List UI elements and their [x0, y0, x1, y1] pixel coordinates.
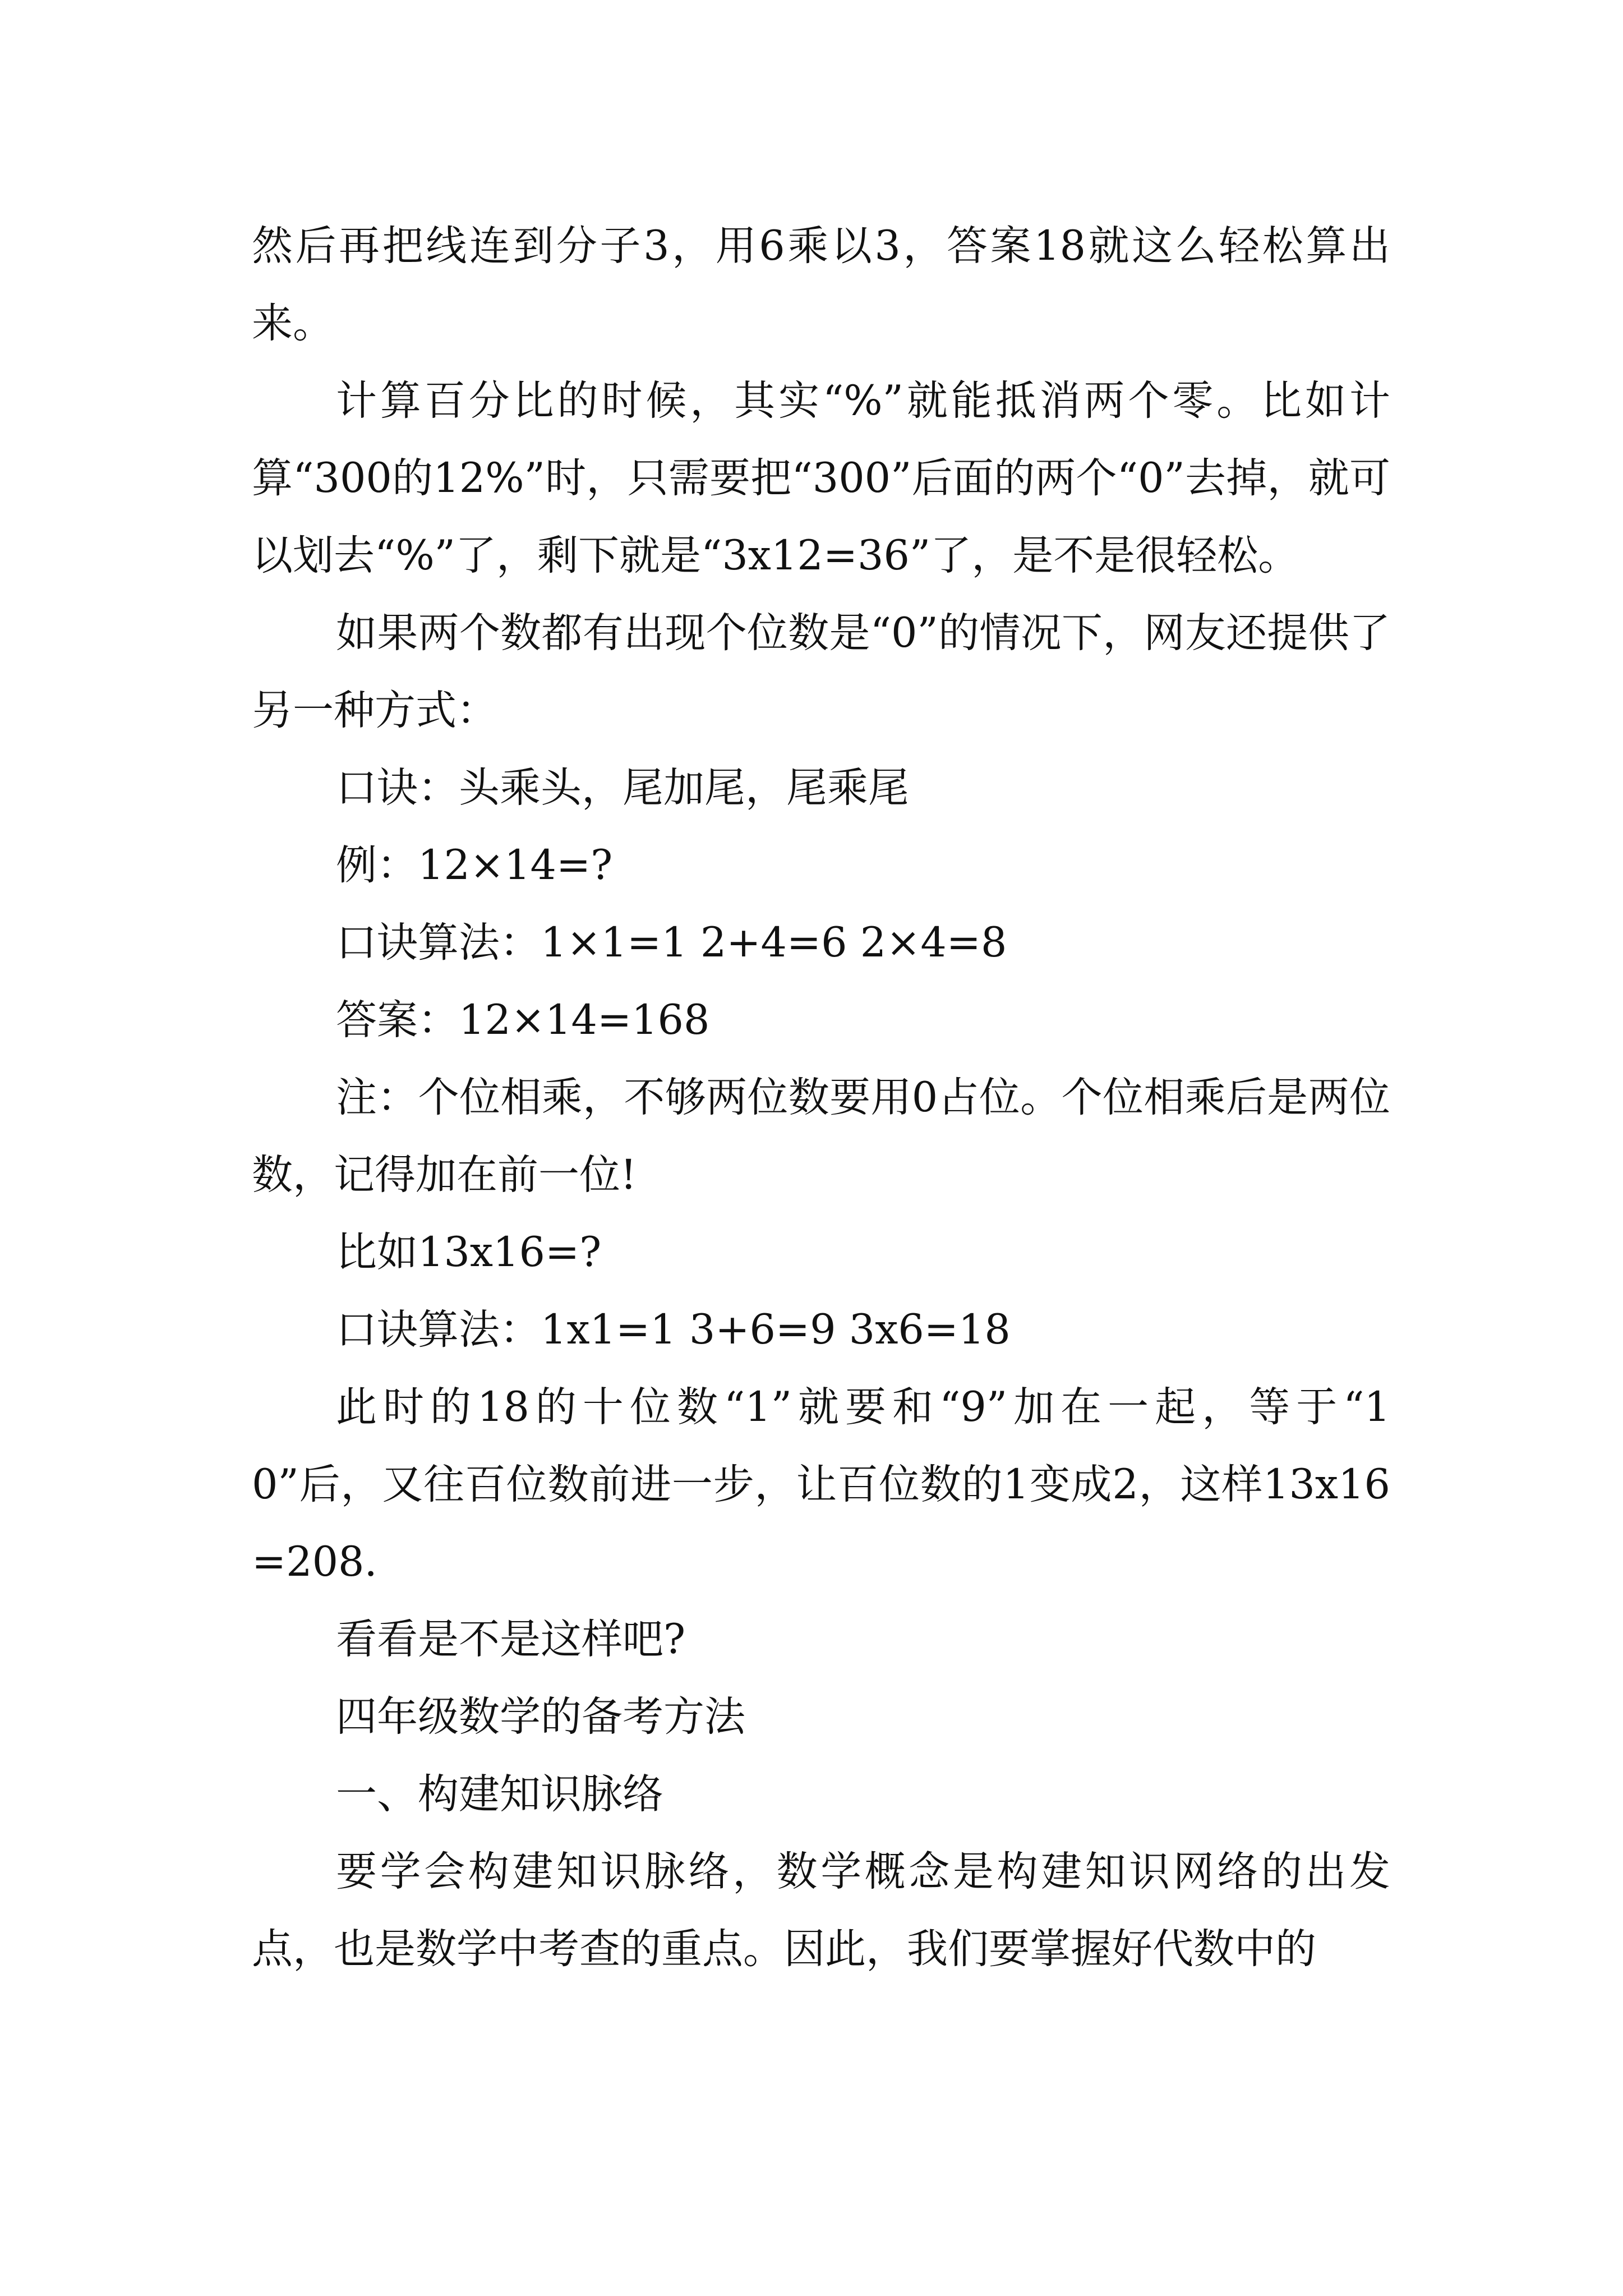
subsection-heading: 一、构建知识脉络 — [336, 1770, 663, 1818]
paragraph: 答案：12×14=168 — [336, 996, 710, 1044]
paragraph: 计算百分比的时候，其实“%”就能抵消两个零。比如计算“300的12%”时，只需要把“300”后面的两个“0”去掉，就可以划去“%”了，剩下就是“3x12=36”了，是不是很轻松。 — [252, 377, 1390, 579]
paragraph: 如果两个数都有出现个位数是“0”的情况下，网友还提供了另一种方式： — [252, 609, 1390, 734]
paragraph: 例：12×14=? — [336, 841, 613, 889]
paragraph: 口诀算法：1x1=1 3+6=9 3x6=18 — [336, 1306, 1011, 1354]
section-heading: 四年级数学的备考方法 — [336, 1693, 745, 1741]
paragraph: 然后再把线连到分子3，用6乘以3，答案18就这么轻松算出来。 — [252, 222, 1390, 347]
paragraph: 看看是不是这样吧? — [336, 1616, 686, 1663]
paragraph: 注：个位相乘，不够两位数要用0占位。个位相乘后是两位数，记得加在前一位! — [252, 1074, 1390, 1199]
paragraph: 比如13x16=? — [336, 1228, 602, 1276]
paragraph: 口诀算法：1×1=1 2+4=6 2×4=8 — [336, 919, 1007, 967]
paragraph: 此时的18的十位数“1”就要和“9”加在一起，等于“10”后，又往百位数前进一步，让百位数的1变成2，这样13x16=208. — [252, 1383, 1390, 1586]
document-body — [252, 208, 1390, 1988]
paragraph: 口诀：头乘头，尾加尾，尾乘尾 — [336, 764, 909, 812]
paragraph: 要学会构建知识脉络，数学概念是构建知识网络的出发点，也是数学中考查的重点。因此，我们要掌握好代数中的 — [252, 1848, 1390, 1973]
